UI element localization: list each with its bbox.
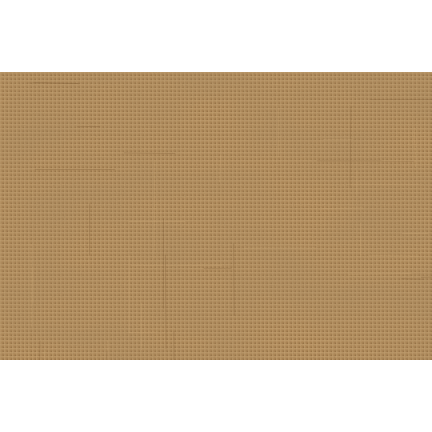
weave-shading — [0, 72, 432, 360]
burlap-fabric-texture — [0, 72, 432, 360]
burlap-weave — [0, 72, 432, 360]
